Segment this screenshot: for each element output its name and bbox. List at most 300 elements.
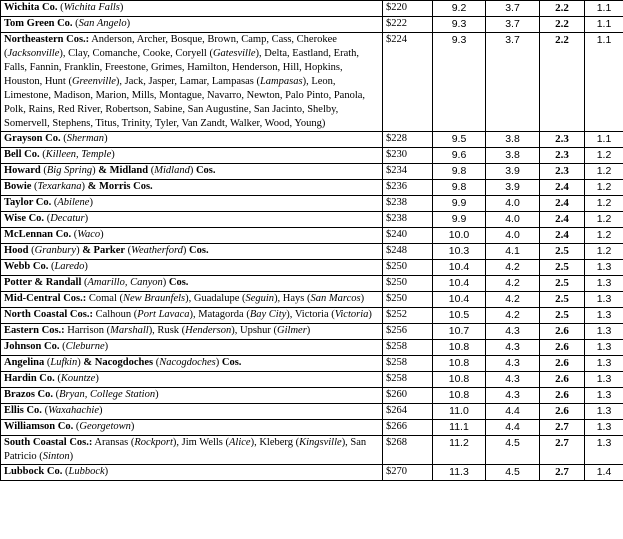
area-name-cell bbox=[1, 308, 383, 324]
area-name-cell bbox=[1, 1, 383, 17]
value-cell-3: 3.7 bbox=[486, 1, 540, 17]
value-cell-5: 1.1 bbox=[585, 1, 623, 17]
value-cell-4: 2.4 bbox=[540, 212, 585, 228]
cost-cell: $258 bbox=[383, 356, 433, 372]
area-label: Cos. bbox=[221, 357, 242, 368]
value-cell-3: 4.3 bbox=[486, 324, 540, 340]
area-text: ), Hays ( bbox=[274, 293, 311, 304]
table-row bbox=[1, 340, 623, 356]
value-cell-5: 1.2 bbox=[585, 196, 623, 212]
value-cell-5: 1.3 bbox=[585, 372, 623, 388]
area-name-cell bbox=[1, 388, 383, 404]
city-name: Lufkin bbox=[50, 357, 78, 368]
area-text: ( bbox=[41, 405, 49, 416]
area-label: Grayson Co. bbox=[4, 133, 61, 144]
value-cell-3: 4.2 bbox=[486, 276, 540, 292]
area-text: ) bbox=[76, 245, 83, 256]
city-name: Henderson bbox=[185, 325, 232, 336]
area-label: Hardin Co. bbox=[4, 373, 55, 384]
value-cell-4: 2.5 bbox=[540, 244, 585, 260]
city-name: Kingsville bbox=[299, 437, 342, 448]
value-cell-3: 4.3 bbox=[486, 372, 540, 388]
area-text: Harrison ( bbox=[64, 325, 111, 336]
area-name-cell bbox=[1, 436, 383, 465]
area-text: ) bbox=[104, 341, 109, 352]
value-cell-5: 1.3 bbox=[585, 276, 623, 292]
city-name: Jacksonville bbox=[7, 48, 60, 59]
area-text: ), Upshur ( bbox=[231, 325, 278, 336]
area-text: ), Victoria ( bbox=[286, 309, 335, 320]
value-cell-3: 4.1 bbox=[486, 244, 540, 260]
value-cell-4: 2.2 bbox=[540, 17, 585, 33]
area-name-cell bbox=[1, 17, 383, 33]
cost-cell: $250 bbox=[383, 260, 433, 276]
value-cell-2: 10.4 bbox=[433, 260, 486, 276]
area-text: ), Jim Wells ( bbox=[172, 437, 230, 448]
area-name-cell bbox=[1, 465, 383, 481]
area-label: Taylor Co. bbox=[4, 197, 52, 208]
city-name: Nacogdoches bbox=[159, 357, 216, 368]
city-name: Laredo bbox=[54, 261, 85, 272]
value-cell-3: 4.0 bbox=[486, 212, 540, 228]
city-name: San Angelo bbox=[78, 18, 127, 29]
value-cell-2: 9.3 bbox=[433, 33, 486, 132]
value-cell-2: 9.2 bbox=[433, 1, 486, 17]
table-row bbox=[1, 196, 623, 212]
cost-cell: $250 bbox=[383, 276, 433, 292]
value-cell-2: 10.4 bbox=[433, 276, 486, 292]
area-label: Ellis Co. bbox=[4, 405, 42, 416]
city-name: Kountze bbox=[60, 373, 96, 384]
area-text: ) bbox=[92, 165, 99, 176]
table-row bbox=[1, 388, 623, 404]
value-cell-5: 1.3 bbox=[585, 308, 623, 324]
value-cell-4: 2.6 bbox=[540, 372, 585, 388]
area-text: ( bbox=[125, 245, 132, 256]
city-name: Abilene bbox=[57, 197, 90, 208]
area-text: ( bbox=[57, 2, 64, 13]
value-cell-4: 2.6 bbox=[540, 356, 585, 372]
area-text: ( bbox=[59, 341, 66, 352]
area-text: Aransas ( bbox=[92, 437, 135, 448]
table-row bbox=[1, 1, 623, 17]
area-label: & Nacogdoches bbox=[83, 357, 154, 368]
value-cell-4: 2.7 bbox=[540, 436, 585, 465]
area-text: ), Jack, Jasper, Lamar, Lampasas ( bbox=[115, 76, 260, 87]
area-text: ( bbox=[60, 133, 67, 144]
value-cell-3: 4.5 bbox=[486, 465, 540, 481]
table-row bbox=[1, 308, 623, 324]
cost-cell: $240 bbox=[383, 228, 433, 244]
table-row bbox=[1, 212, 623, 228]
area-text: ) bbox=[99, 405, 103, 416]
city-name: Lubbock bbox=[68, 466, 105, 477]
area-label: Howard bbox=[4, 165, 41, 176]
area-name-cell bbox=[1, 228, 383, 244]
value-cell-4: 2.4 bbox=[540, 196, 585, 212]
area-name-cell bbox=[1, 372, 383, 388]
area-label: South Coastal Cos.: bbox=[4, 437, 93, 448]
area-text: ) bbox=[215, 357, 222, 368]
area-name-cell bbox=[1, 356, 383, 372]
area-text: ) bbox=[77, 357, 84, 368]
city-name: Granbury bbox=[34, 245, 77, 256]
area-text: ) bbox=[368, 309, 372, 320]
value-cell-5: 1.1 bbox=[585, 17, 623, 33]
value-cell-5: 1.3 bbox=[585, 324, 623, 340]
city-name: Wichita Falls bbox=[63, 2, 120, 13]
area-text: ) bbox=[126, 18, 131, 29]
value-cell-2: 11.1 bbox=[433, 420, 486, 436]
city-name: Port Lavaca bbox=[137, 309, 190, 320]
cost-cell: $224 bbox=[383, 33, 433, 132]
city-name: Rockport bbox=[134, 437, 173, 448]
cost-cell: $266 bbox=[383, 420, 433, 436]
cost-cell: $252 bbox=[383, 308, 433, 324]
cost-cell: $260 bbox=[383, 388, 433, 404]
table-row bbox=[1, 17, 623, 33]
value-cell-3: 3.9 bbox=[486, 180, 540, 196]
area-text: ) bbox=[119, 2, 124, 13]
value-cell-3: 3.9 bbox=[486, 164, 540, 180]
table-row bbox=[1, 244, 623, 260]
cost-cell: $238 bbox=[383, 196, 433, 212]
value-cell-3: 4.3 bbox=[486, 340, 540, 356]
area-name-cell bbox=[1, 132, 383, 148]
area-text: ) bbox=[306, 325, 311, 336]
area-label: Cos. bbox=[168, 277, 189, 288]
table-row bbox=[1, 356, 623, 372]
area-text: ( bbox=[54, 373, 61, 384]
value-cell-4: 2.2 bbox=[540, 33, 585, 132]
area-label: North Coastal Cos.: bbox=[4, 309, 93, 320]
area-label: Hood bbox=[4, 245, 29, 256]
value-cell-3: 4.3 bbox=[486, 388, 540, 404]
value-cell-4: 2.3 bbox=[540, 132, 585, 148]
value-cell-3: 4.2 bbox=[486, 308, 540, 324]
area-label: Mid-Central Cos.: bbox=[4, 293, 87, 304]
area-name-cell bbox=[1, 324, 383, 340]
area-label: Eastern Cos.: bbox=[4, 325, 65, 336]
value-cell-3: 4.3 bbox=[486, 356, 540, 372]
city-name: Marshall bbox=[110, 325, 149, 336]
area-label: Williamson Co. bbox=[4, 421, 74, 432]
value-cell-4: 2.3 bbox=[540, 148, 585, 164]
table-row bbox=[1, 180, 623, 196]
value-cell-3: 4.4 bbox=[486, 404, 540, 420]
area-label: & Parker bbox=[82, 245, 126, 256]
area-text: ( bbox=[148, 165, 155, 176]
area-name-cell bbox=[1, 292, 383, 308]
area-label: Cos. bbox=[189, 245, 209, 256]
value-cell-2: 11.0 bbox=[433, 404, 486, 420]
area-label: Lubbock Co. bbox=[4, 466, 63, 477]
value-cell-4: 2.3 bbox=[540, 164, 585, 180]
value-cell-3: 4.4 bbox=[486, 420, 540, 436]
cost-cell: $256 bbox=[383, 324, 433, 340]
area-text: ( bbox=[39, 149, 46, 160]
value-cell-2: 10.7 bbox=[433, 324, 486, 340]
area-text: ), Rusk ( bbox=[148, 325, 186, 336]
city-name: Weatherford bbox=[131, 245, 183, 256]
table-row bbox=[1, 465, 623, 481]
area-label: Bell Co. bbox=[4, 149, 40, 160]
area-label: Cos. bbox=[195, 165, 216, 176]
cost-cell: $236 bbox=[383, 180, 433, 196]
area-label: Potter & Randall bbox=[4, 277, 82, 288]
area-text: ), San Patricio ( bbox=[4, 437, 367, 462]
area-name-cell bbox=[1, 164, 383, 180]
area-name-cell bbox=[1, 276, 383, 292]
city-name: New Braunfels bbox=[123, 293, 186, 304]
value-cell-2: 9.6 bbox=[433, 148, 486, 164]
cost-cell: $258 bbox=[383, 340, 433, 356]
value-cell-4: 2.5 bbox=[540, 292, 585, 308]
cost-cell: $270 bbox=[383, 465, 433, 481]
area-label: Northeastern Cos.: bbox=[4, 34, 90, 45]
area-text: ( bbox=[81, 277, 88, 288]
value-cell-4: 2.6 bbox=[540, 388, 585, 404]
value-cell-2: 9.9 bbox=[433, 196, 486, 212]
city-name: Big Spring bbox=[46, 165, 93, 176]
area-text: Anderson, Archer, Bosque, Brown, Camp, Cass, Cherokee ( bbox=[4, 34, 337, 59]
area-name-cell bbox=[1, 33, 383, 132]
table-row bbox=[1, 148, 623, 164]
cost-cell: $250 bbox=[383, 292, 433, 308]
area-text: ( bbox=[73, 421, 80, 432]
area-text: ), Kleberg ( bbox=[250, 437, 300, 448]
value-cell-5: 1.2 bbox=[585, 212, 623, 228]
area-text: ), Delta, Eastland, Erath, Falls, Fannin, Franklin, Freestone, Grimes, Hamilton, Henderson, Hill, Hopkins, Houston, Hunt ( bbox=[4, 48, 360, 87]
value-cell-4: 2.7 bbox=[540, 465, 585, 481]
value-cell-4: 2.2 bbox=[540, 1, 585, 17]
table-row bbox=[1, 324, 623, 340]
area-text: ), Matagorda ( bbox=[189, 309, 250, 320]
value-cell-2: 10.4 bbox=[433, 292, 486, 308]
table-body bbox=[1, 1, 623, 481]
area-text: ) bbox=[162, 277, 169, 288]
area-text: ), Clay, Comanche, Cooke, Coryell ( bbox=[59, 48, 213, 59]
city-name: Alice bbox=[229, 437, 251, 448]
area-text: Comal ( bbox=[86, 293, 123, 304]
area-name-cell bbox=[1, 260, 383, 276]
area-text: Calhoun ( bbox=[92, 309, 138, 320]
value-cell-5: 1.2 bbox=[585, 180, 623, 196]
value-cell-3: 4.2 bbox=[486, 292, 540, 308]
value-cell-2: 10.5 bbox=[433, 308, 486, 324]
city-name: Georgetown bbox=[79, 421, 131, 432]
value-cell-4: 2.6 bbox=[540, 324, 585, 340]
table-row bbox=[1, 292, 623, 308]
area-text: ( bbox=[31, 181, 38, 192]
value-cell-5: 1.3 bbox=[585, 340, 623, 356]
value-cell-3: 3.7 bbox=[486, 33, 540, 132]
area-text: ), Guadalupe ( bbox=[185, 293, 246, 304]
value-cell-4: 2.5 bbox=[540, 260, 585, 276]
area-label: McLennan Co. bbox=[4, 229, 72, 240]
area-label: Bowie bbox=[4, 181, 32, 192]
area-text: ), Leon, Limestone, Madison, Marion, Mills, Montague, Navarro, Newton, Palo Pinto, Panola, Polk, Rains, Red River, Robertson, Sabine, San Augustine, San Jacinto, Shelby, Somervell, Stephens, Titus, Trinity, Tyler, Van Zandt, Walker, Wood, Young) bbox=[4, 76, 366, 129]
city-name: Gatesville bbox=[212, 48, 256, 59]
city-name: Sherman bbox=[66, 133, 105, 144]
table-row bbox=[1, 276, 623, 292]
value-cell-5: 1.3 bbox=[585, 292, 623, 308]
value-cell-2: 11.2 bbox=[433, 436, 486, 465]
area-text: ( bbox=[44, 213, 51, 224]
value-cell-5: 1.3 bbox=[585, 356, 623, 372]
value-cell-5: 1.4 bbox=[585, 465, 623, 481]
value-cell-4: 2.5 bbox=[540, 276, 585, 292]
value-cell-3: 3.8 bbox=[486, 132, 540, 148]
cost-cell: $220 bbox=[383, 1, 433, 17]
area-text: ) bbox=[84, 261, 88, 272]
table-row bbox=[1, 33, 623, 132]
value-cell-4: 2.4 bbox=[540, 228, 585, 244]
value-cell-2: 9.3 bbox=[433, 17, 486, 33]
area-label: Webb Co. bbox=[4, 261, 49, 272]
area-name-cell bbox=[1, 340, 383, 356]
area-text: ( bbox=[28, 245, 35, 256]
cost-cell: $238 bbox=[383, 212, 433, 228]
value-cell-5: 1.3 bbox=[585, 260, 623, 276]
area-text: ) bbox=[89, 197, 93, 208]
value-cell-5: 1.3 bbox=[585, 436, 623, 465]
area-text: ) bbox=[69, 451, 74, 462]
city-name: Amarillo, Canyon bbox=[87, 277, 163, 288]
city-name: Greenville bbox=[71, 76, 116, 87]
value-cell-5: 1.2 bbox=[585, 244, 623, 260]
value-cell-2: 11.3 bbox=[433, 465, 486, 481]
area-text: ( bbox=[72, 18, 79, 29]
area-text: ) bbox=[111, 149, 115, 160]
table-row bbox=[1, 436, 623, 465]
city-name: Bay City bbox=[249, 309, 287, 320]
table-row bbox=[1, 132, 623, 148]
table-row bbox=[1, 372, 623, 388]
area-text: ( bbox=[62, 466, 69, 477]
area-name-cell bbox=[1, 196, 383, 212]
value-cell-4: 2.5 bbox=[540, 308, 585, 324]
city-name: Waco bbox=[77, 229, 101, 240]
city-name: Decatur bbox=[50, 213, 85, 224]
area-name-cell bbox=[1, 212, 383, 228]
city-name: San Marcos bbox=[310, 293, 361, 304]
value-cell-2: 9.9 bbox=[433, 212, 486, 228]
value-cell-4: 2.6 bbox=[540, 340, 585, 356]
value-cell-5: 1.3 bbox=[585, 420, 623, 436]
area-text: ( bbox=[71, 229, 78, 240]
area-label: & Midland bbox=[98, 165, 149, 176]
value-cell-3: 3.7 bbox=[486, 17, 540, 33]
area-label: Angelina bbox=[4, 357, 45, 368]
city-name: Lampasas bbox=[259, 76, 303, 87]
value-cell-5: 1.3 bbox=[585, 404, 623, 420]
value-cell-3: 3.8 bbox=[486, 148, 540, 164]
area-name-cell bbox=[1, 404, 383, 420]
value-cell-2: 10.0 bbox=[433, 228, 486, 244]
city-name: Seguin bbox=[245, 293, 275, 304]
value-cell-2: 9.5 bbox=[433, 132, 486, 148]
area-text: ) bbox=[84, 213, 89, 224]
value-cell-5: 1.2 bbox=[585, 164, 623, 180]
area-label: Wichita Co. bbox=[4, 2, 58, 13]
table-row bbox=[1, 420, 623, 436]
value-cell-5: 1.2 bbox=[585, 148, 623, 164]
value-cell-4: 2.6 bbox=[540, 404, 585, 420]
value-cell-3: 4.0 bbox=[486, 228, 540, 244]
area-text: ( bbox=[44, 357, 51, 368]
city-name: Texarkana bbox=[37, 181, 82, 192]
area-text: ( bbox=[53, 389, 60, 400]
area-text: ( bbox=[48, 261, 55, 272]
area-label: Brazos Co. bbox=[4, 389, 53, 400]
value-cell-2: 10.8 bbox=[433, 372, 486, 388]
value-cell-2: 9.8 bbox=[433, 180, 486, 196]
area-text: ) bbox=[104, 466, 109, 477]
area-text: ) bbox=[360, 293, 365, 304]
value-cell-3: 4.5 bbox=[486, 436, 540, 465]
value-cell-2: 10.8 bbox=[433, 340, 486, 356]
cost-cell: $222 bbox=[383, 17, 433, 33]
area-text: ( bbox=[153, 357, 160, 368]
value-cell-5: 1.3 bbox=[585, 388, 623, 404]
value-cell-2: 9.8 bbox=[433, 164, 486, 180]
area-text: ) bbox=[95, 373, 99, 384]
area-text: ) bbox=[81, 181, 88, 192]
area-text: ( bbox=[40, 165, 47, 176]
cost-cell: $264 bbox=[383, 404, 433, 420]
area-name-cell bbox=[1, 148, 383, 164]
value-cell-5: 1.1 bbox=[585, 33, 623, 132]
table-row bbox=[1, 228, 623, 244]
city-name: Midland bbox=[154, 165, 190, 176]
value-cell-2: 10.3 bbox=[433, 244, 486, 260]
area-text: ) bbox=[100, 229, 104, 240]
cost-cell: $228 bbox=[383, 132, 433, 148]
area-name-cell bbox=[1, 244, 383, 260]
value-cell-5: 1.1 bbox=[585, 132, 623, 148]
table-row bbox=[1, 164, 623, 180]
value-cell-2: 10.8 bbox=[433, 388, 486, 404]
area-text: ( bbox=[51, 197, 58, 208]
area-text: ) bbox=[104, 133, 108, 144]
value-cell-3: 4.2 bbox=[486, 260, 540, 276]
table-row bbox=[1, 260, 623, 276]
city-name: Waxahachie bbox=[48, 405, 99, 416]
value-cell-5: 1.2 bbox=[585, 228, 623, 244]
area-name-cell bbox=[1, 180, 383, 196]
city-name: Killeen, Temple bbox=[45, 149, 112, 160]
value-cell-2: 10.8 bbox=[433, 356, 486, 372]
cost-cell: $248 bbox=[383, 244, 433, 260]
city-name: Sinton bbox=[42, 451, 70, 462]
city-name: Victoria bbox=[334, 309, 369, 320]
area-label: & Morris Cos. bbox=[87, 181, 153, 192]
city-name: Cleburne bbox=[65, 341, 105, 352]
area-label: Johnson Co. bbox=[4, 341, 60, 352]
city-name: Gilmer bbox=[277, 325, 307, 336]
city-name: Bryan, College Station bbox=[59, 389, 156, 400]
cost-cell: $230 bbox=[383, 148, 433, 164]
area-text: ) bbox=[189, 165, 196, 176]
area-label: Tom Green Co. bbox=[4, 18, 73, 29]
area-text: ) bbox=[130, 421, 135, 432]
table-row bbox=[1, 404, 623, 420]
cost-cell: $234 bbox=[383, 164, 433, 180]
value-cell-3: 4.0 bbox=[486, 196, 540, 212]
area-text: ) bbox=[182, 245, 190, 256]
area-text: ) bbox=[155, 389, 159, 400]
